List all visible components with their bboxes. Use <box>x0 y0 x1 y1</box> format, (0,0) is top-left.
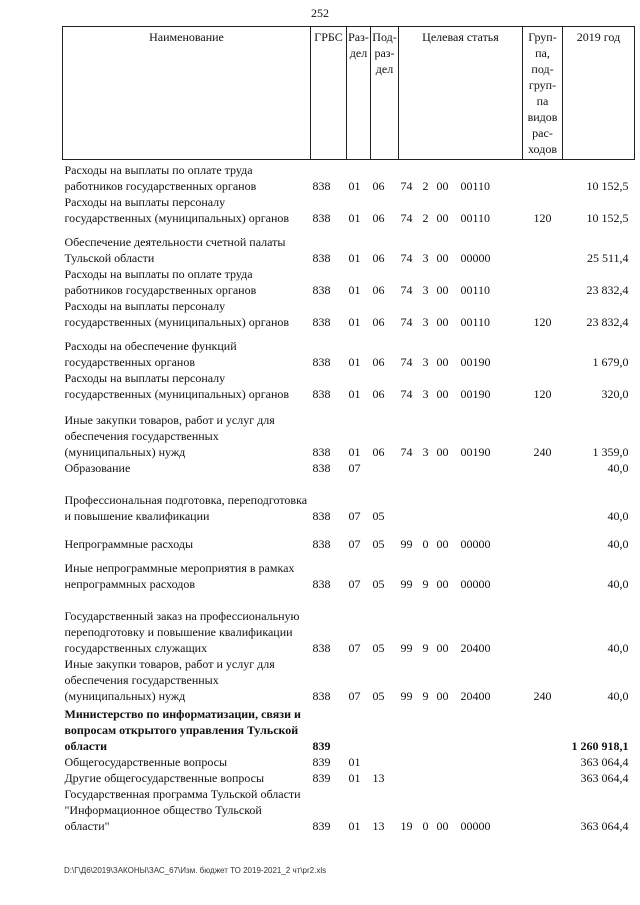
row-celevaya-statya <box>399 226 523 266</box>
table-row <box>63 786 635 834</box>
row-vid-rashodov: 120 <box>533 210 552 225</box>
row-podrazdel: 06 <box>372 444 385 459</box>
row-podrazdel: 05 <box>372 508 385 523</box>
header-razdel: Раз- дел <box>347 27 371 160</box>
row-razdel: 01 <box>348 770 361 785</box>
celevaya-part: 20400 <box>460 640 491 655</box>
row-amount: 40,0 <box>607 640 629 655</box>
table-row <box>63 460 635 476</box>
row-celevaya-statya <box>399 786 523 834</box>
row-name: Иные непрограммные мероприятия в рамках непрограммных расходов <box>64 560 295 591</box>
row-podrazdel: 06 <box>372 210 385 225</box>
celevaya-part: 00190 <box>460 354 491 369</box>
celevaya-part: 3 <box>422 444 429 459</box>
celevaya-part: 00 <box>436 386 449 401</box>
row-razdel: 07 <box>348 536 361 551</box>
row-grbs: 838 <box>312 444 331 459</box>
row-celevaya-statya <box>399 592 523 656</box>
row-celevaya-statya <box>399 770 523 786</box>
celevaya-part: 00 <box>436 576 449 591</box>
row-celevaya-statya <box>399 266 523 298</box>
row-name: Расходы на выплаты персоналу государственных (муниципальных) органов <box>64 194 290 225</box>
celevaya-part: 00 <box>436 354 449 369</box>
header-name: Наименование <box>63 27 311 160</box>
celevaya-part: 3 <box>422 314 429 329</box>
row-name: Непрограммные расходы <box>64 536 194 551</box>
celevaya-part: 99 <box>400 536 413 551</box>
celevaya-part: 2 <box>422 210 429 225</box>
row-vid-rashodov <box>523 476 563 524</box>
table-row <box>63 298 635 330</box>
celevaya-part: 0 <box>422 536 429 551</box>
row-grbs: 838 <box>312 460 331 475</box>
table-row <box>63 226 635 266</box>
table-row <box>63 656 635 704</box>
header-podrazdel: Под- раз- дел <box>371 27 399 160</box>
row-vid-rashodov <box>523 704 563 754</box>
celevaya-part: 00000 <box>460 576 491 591</box>
row-vid-rashodov <box>523 754 563 770</box>
row-name: Государственный заказ на профессиональную переподготовку и повышение квалификации государственных служащих <box>64 608 300 655</box>
row-vid-rashodov <box>523 330 563 370</box>
row-vid-rashodov: 240 <box>533 688 552 703</box>
row-razdel: 01 <box>348 250 361 265</box>
celevaya-part: 19 <box>400 818 413 833</box>
row-razdel: 01 <box>348 818 361 833</box>
row-celevaya-statya <box>399 160 523 194</box>
row-grbs: 838 <box>312 314 331 329</box>
table-row <box>63 160 635 194</box>
celevaya-part: 74 <box>400 314 413 329</box>
row-razdel: 01 <box>348 354 361 369</box>
row-razdel <box>347 704 371 754</box>
table-row <box>63 330 635 370</box>
celevaya-part: 9 <box>422 640 429 655</box>
row-celevaya-statya <box>399 330 523 370</box>
row-razdel: 01 <box>348 444 361 459</box>
celevaya-part: 00000 <box>460 536 491 551</box>
celevaya-part: 74 <box>400 444 413 459</box>
table-header-row <box>63 27 635 160</box>
row-razdel: 01 <box>348 754 361 769</box>
table-row <box>63 194 635 226</box>
row-amount: 40,0 <box>607 536 629 551</box>
row-vid-rashodov: 240 <box>533 444 552 459</box>
row-celevaya-statya <box>399 656 523 704</box>
table-row <box>63 370 635 402</box>
table-row <box>63 476 635 524</box>
row-name: Иные закупки товаров, работ и услуг для обеспечения государственных (муниципальных) нужд <box>64 412 275 459</box>
celevaya-part: 9 <box>422 688 429 703</box>
row-podrazdel: 06 <box>372 282 385 297</box>
celevaya-part: 3 <box>422 250 429 265</box>
row-celevaya-statya <box>399 524 523 552</box>
celevaya-part: 00 <box>436 640 449 655</box>
row-grbs: 838 <box>312 178 331 193</box>
row-amount: 23 832,4 <box>586 314 629 329</box>
row-celevaya-statya <box>399 754 523 770</box>
row-razdel: 07 <box>348 688 361 703</box>
row-razdel: 01 <box>348 210 361 225</box>
row-razdel: 07 <box>348 460 361 475</box>
row-celevaya-statya <box>399 370 523 402</box>
row-vid-rashodov <box>523 524 563 552</box>
row-grbs: 838 <box>312 282 331 297</box>
row-razdel: 01 <box>348 282 361 297</box>
celevaya-part: 00110 <box>460 178 491 193</box>
row-razdel: 01 <box>348 314 361 329</box>
row-vid-rashodov: 120 <box>533 386 552 401</box>
row-grbs: 838 <box>312 640 331 655</box>
row-vid-rashodov: 120 <box>533 314 552 329</box>
row-podrazdel: 13 <box>372 770 385 785</box>
celevaya-part: 00190 <box>460 386 491 401</box>
celevaya-part: 74 <box>400 178 413 193</box>
row-amount: 25 511,4 <box>586 250 629 265</box>
celevaya-part: 00 <box>436 444 449 459</box>
celevaya-part: 99 <box>400 576 413 591</box>
celevaya-part: 74 <box>400 210 413 225</box>
row-razdel: 01 <box>348 386 361 401</box>
row-amount: 40,0 <box>607 576 629 591</box>
row-razdel: 01 <box>348 178 361 193</box>
row-podrazdel: 05 <box>372 688 385 703</box>
row-grbs: 838 <box>312 250 331 265</box>
row-grbs: 838 <box>312 386 331 401</box>
row-podrazdel: 05 <box>372 536 385 551</box>
row-amount: 1 679,0 <box>592 354 629 369</box>
row-vid-rashodov <box>523 266 563 298</box>
celevaya-part: 00 <box>436 250 449 265</box>
celevaya-part: 3 <box>422 354 429 369</box>
row-grbs: 838 <box>312 508 331 523</box>
row-amount: 40,0 <box>607 460 629 475</box>
table-row <box>63 402 635 460</box>
row-vid-rashodov <box>523 552 563 592</box>
row-grbs: 838 <box>312 688 331 703</box>
row-podrazdel: 06 <box>372 354 385 369</box>
row-grbs: 839 <box>312 770 331 785</box>
row-name: Государственная программа Тульской области "Информационное общество Тульской области" <box>64 786 301 833</box>
celevaya-part: 99 <box>400 688 413 703</box>
row-celevaya-statya <box>399 704 523 754</box>
celevaya-part: 20400 <box>460 688 491 703</box>
row-podrazdel: 05 <box>372 576 385 591</box>
row-podrazdel <box>371 460 399 476</box>
row-podrazdel: 05 <box>372 640 385 655</box>
table-row <box>63 524 635 552</box>
row-name: Расходы на выплаты по оплате труда работников государственных органов <box>64 162 257 193</box>
table-row <box>63 266 635 298</box>
row-amount: 363 064,4 <box>580 770 629 785</box>
row-amount: 23 832,4 <box>586 282 629 297</box>
row-podrazdel <box>371 704 399 754</box>
row-amount: 10 152,5 <box>586 178 629 193</box>
header-celevaya: Целевая статья <box>399 27 523 160</box>
row-vid-rashodov <box>523 770 563 786</box>
row-celevaya-statya <box>399 402 523 460</box>
row-razdel: 07 <box>348 508 361 523</box>
file-path-footer: D:\Г\Д6\2019\ЗАКОНЫ\ЗАС_67\Изм. бюджет ТО 2019-2021_2 чт\pr2.xls <box>64 866 327 875</box>
celevaya-part: 00000 <box>460 250 491 265</box>
row-amount: 363 064,4 <box>580 754 629 769</box>
row-podrazdel: 06 <box>372 178 385 193</box>
table-row <box>63 770 635 786</box>
row-celevaya-statya <box>399 194 523 226</box>
row-podrazdel <box>371 754 399 770</box>
row-razdel: 07 <box>348 640 361 655</box>
row-amount: 1 359,0 <box>592 444 629 459</box>
row-podrazdel: 06 <box>372 250 385 265</box>
table-row <box>63 704 635 754</box>
row-vid-rashodov <box>523 226 563 266</box>
celevaya-part: 74 <box>400 354 413 369</box>
row-vid-rashodov <box>523 460 563 476</box>
header-year: 2019 год <box>563 27 635 160</box>
row-grbs: 838 <box>312 354 331 369</box>
row-grbs: 838 <box>312 576 331 591</box>
celevaya-part: 0 <box>422 818 429 833</box>
row-name: Расходы на выплаты персоналу государственных (муниципальных) органов <box>64 298 290 329</box>
celevaya-part: 74 <box>400 282 413 297</box>
celevaya-part: 74 <box>400 250 413 265</box>
row-celevaya-statya <box>399 552 523 592</box>
celevaya-part: 2 <box>422 178 429 193</box>
row-name: Расходы на обеспечение функций государственных органов <box>64 338 237 369</box>
row-vid-rashodov <box>523 786 563 834</box>
celevaya-part: 00 <box>436 178 449 193</box>
celevaya-part: 3 <box>422 282 429 297</box>
celevaya-part: 00110 <box>460 210 491 225</box>
table-row <box>63 552 635 592</box>
celevaya-part: 00 <box>436 314 449 329</box>
celevaya-part: 00110 <box>460 314 491 329</box>
table-body <box>63 160 635 834</box>
row-razdel: 07 <box>348 576 361 591</box>
row-amount: 1 260 918,1 <box>571 738 629 753</box>
row-name: Образование <box>64 460 131 475</box>
row-name: Министерство по информатизации, связи и вопросам открытого управления Тульской области <box>64 706 301 753</box>
budget-table <box>62 26 635 834</box>
row-grbs: 838 <box>312 536 331 551</box>
table-row <box>63 592 635 656</box>
header-vidy-rashodov: Груп- па, под- груп- па видов рас- ходов <box>523 27 563 160</box>
row-celevaya-statya <box>399 476 523 524</box>
row-grbs: 839 <box>312 754 331 769</box>
row-name: Общегосударственные вопросы <box>64 754 228 769</box>
table-row <box>63 754 635 770</box>
celevaya-part: 3 <box>422 386 429 401</box>
celevaya-part: 00 <box>436 282 449 297</box>
row-podrazdel: 06 <box>372 314 385 329</box>
celevaya-part: 74 <box>400 386 413 401</box>
row-grbs: 839 <box>312 738 331 753</box>
row-vid-rashodov <box>523 592 563 656</box>
row-name: Иные закупки товаров, работ и услуг для обеспечения государственных (муниципальных) нужд <box>64 656 275 703</box>
page-number: 252 <box>311 6 329 20</box>
celevaya-part: 9 <box>422 576 429 591</box>
row-grbs: 839 <box>312 818 331 833</box>
celevaya-part: 00 <box>436 210 449 225</box>
celevaya-part: 00190 <box>460 444 491 459</box>
celevaya-part: 00110 <box>460 282 491 297</box>
row-celevaya-statya <box>399 460 523 476</box>
row-celevaya-statya <box>399 298 523 330</box>
row-name: Профессиональная подготовка, переподготовка и повышение квалификации <box>64 492 308 523</box>
row-name: Расходы на выплаты персоналу государственных (муниципальных) органов <box>64 370 290 401</box>
row-amount: 320,0 <box>601 386 629 401</box>
row-amount: 40,0 <box>607 688 629 703</box>
row-amount: 10 152,5 <box>586 210 629 225</box>
row-vid-rashodov <box>523 160 563 194</box>
row-podrazdel: 13 <box>372 818 385 833</box>
row-podrazdel: 06 <box>372 386 385 401</box>
celevaya-part: 00000 <box>460 818 491 833</box>
celevaya-part: 00 <box>436 536 449 551</box>
row-amount: 40,0 <box>607 508 629 523</box>
celevaya-part: 00 <box>436 818 449 833</box>
celevaya-part: 00 <box>436 688 449 703</box>
row-name: Расходы на выплаты по оплате труда работников государственных органов <box>64 266 257 297</box>
celevaya-part: 99 <box>400 640 413 655</box>
row-name: Другие общегосударственные вопросы <box>64 770 265 785</box>
row-grbs: 838 <box>312 210 331 225</box>
row-name: Обеспечение деятельности счетной палаты Тульской области <box>64 234 286 265</box>
header-grbs: ГРБС <box>311 27 347 160</box>
row-amount: 363 064,4 <box>580 818 629 833</box>
